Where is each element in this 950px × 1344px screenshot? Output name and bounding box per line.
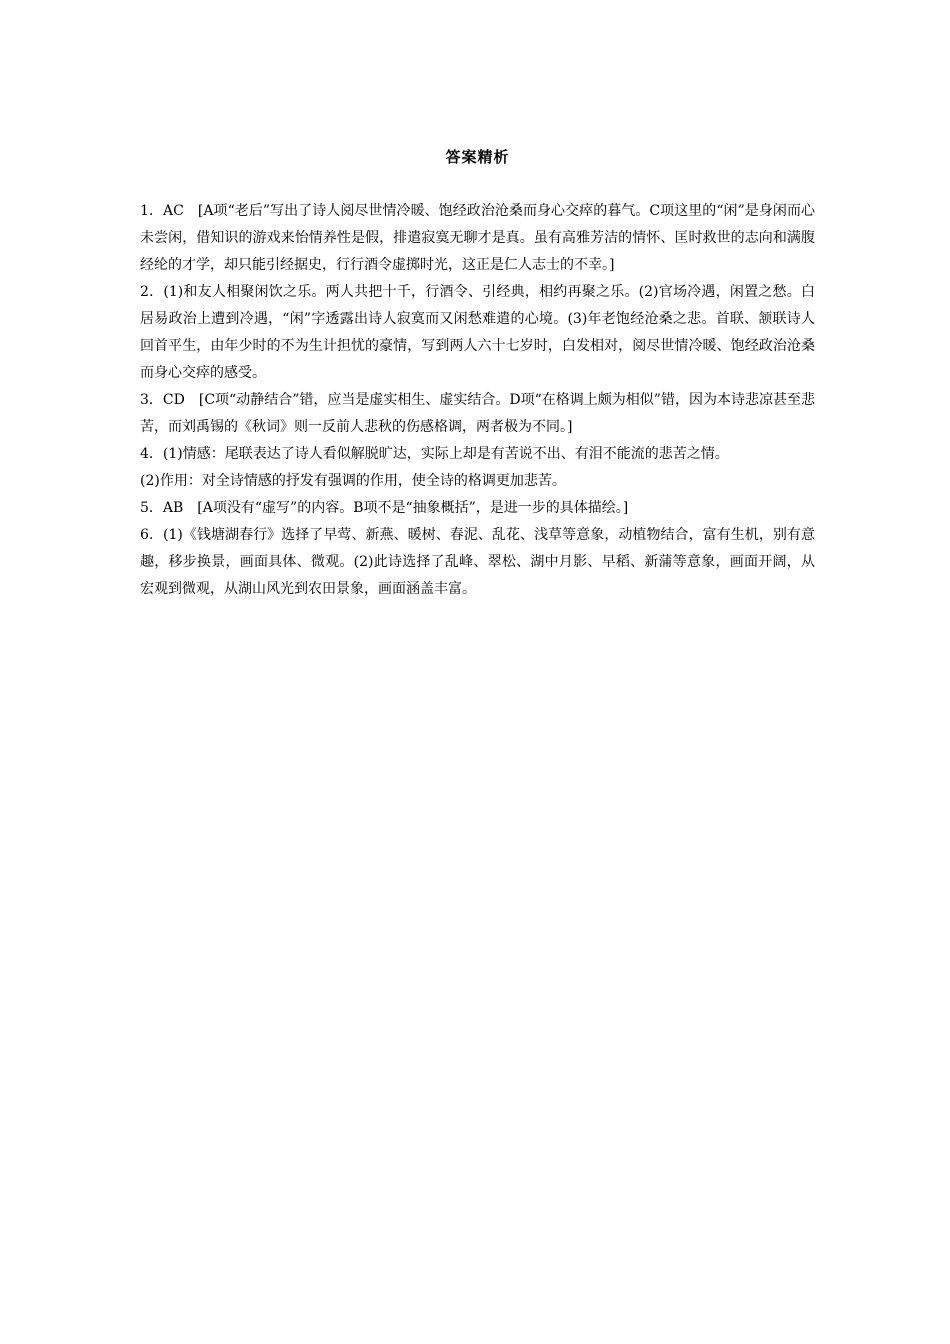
answer-item-6: 6．(1)《钱塘湖春行》选择了早莺、新燕、暖树、春泥、乱花、浅草等意象，动植物结合，富有生机，别有意趣，移步换景，画面具体、微观。(2)此诗选择了乱峰、翠松、湖中月影、早稻、新蒲等意象，画面开阔，从宏观到微观，从湖山风光到农田景象，画面涵盖丰富。 — [140, 527, 815, 597]
answer-item-1: 1．AC [A项“老后”写出了诗人阅尽世情冷暖、饱经政治沧桑而身心交瘁的暮气。C项这里的“闲”是身闲而心未尝闲，借知识的游戏来怡情养性是假，排遣寂寞无聊才是真。虽有高雅芳洁的情怀、匡时救世的志向和满腹经纶的才学，却只能引经据史，行行酒令虚掷时光，这正是仁人志士的不幸。] — [140, 203, 815, 273]
answer-item-2: 2．(1)和友人相聚闲饮之乐。两人共把十千，行酒令、引经典，相约再聚之乐。(2)官场冷遇，闲置之愁。白居易政治上遭到冷遇，“闲”字透露出诗人寂寞而又闲愁难遣的心境。(3)年老饱经沧桑之悲。首联、颔联诗人回首平生，由年少时的不为生计担忧的豪情，写到两人六十七岁时，白发相对，阅尽世情冷暖、饱经政治沧桑而身心交瘁的感受。 — [140, 284, 815, 381]
answer-item-5: 5．AB [A项没有“虚写”的内容。B项不是“抽象概括”，是进一步的具体描绘。] — [140, 500, 629, 516]
answer-item-4-continued: (2)作用：对全诗情感的抒发有强调的作用，使全诗的格调更加悲苦。 — [140, 473, 566, 489]
answer-list — [140, 198, 815, 603]
page-title: 答案精析 — [445, 148, 510, 166]
answer-item-4: 4．(1)情感：尾联表达了诗人看似解脱旷达，实际上却是有苦说不出、有泪不能流的悲苦之情。 — [140, 446, 729, 462]
answer-item-3: 3．CD [C项“动静结合”错，应当是虚实相生、虚实结合。D项“在格调上颇为相似”错，因为本诗悲凉甚至悲苦，而刘禹锡的《秋词》则一反前人悲秋的伤感格调，两者极为不同。] — [140, 392, 815, 435]
